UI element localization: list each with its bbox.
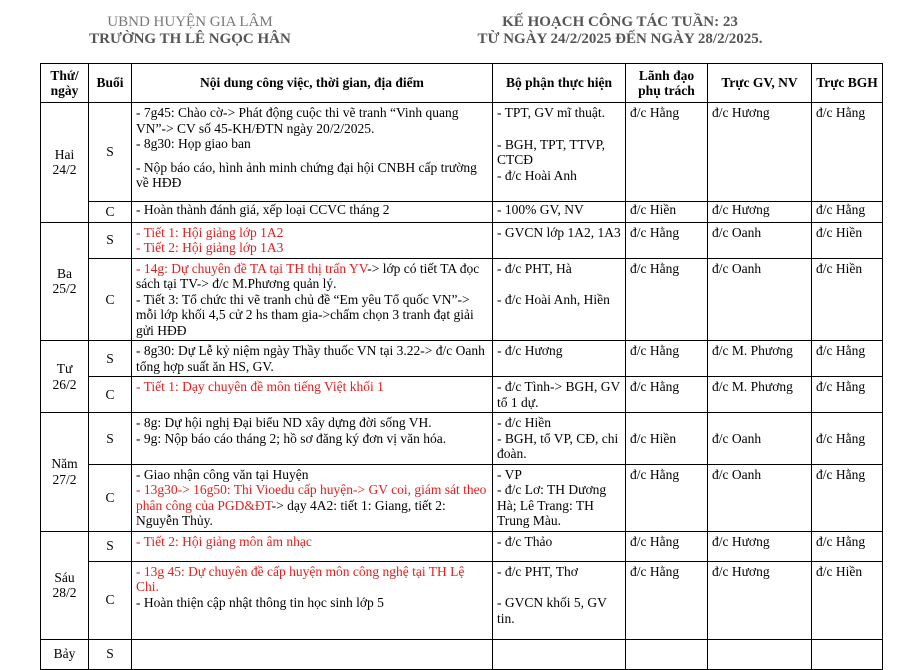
dept-cell: - đ/c Hiền - BGH, tổ VP, CĐ, chi đoàn. xyxy=(493,413,626,465)
table-header-row xyxy=(41,64,883,103)
leader-cell xyxy=(626,639,708,669)
bgh-cell: đ/c Hằng xyxy=(812,202,883,223)
content-cell: - Tiết 1: Dạy chuyên đề môn tiếng Việt khối 1 xyxy=(132,377,493,413)
dept-cell: - GVCN lớp 1A2, 1A3 xyxy=(493,222,626,258)
dept-cell: - đ/c PHT, Thơ - GVCN khối 5, GV tin. xyxy=(493,561,626,639)
content-cell: - Giao nhận công văn tại Huyện - 13g30-> 16g50: Thi Vioedu cấp huyện-> GV coi, giám sát theo phân công của PGD&ĐT-> dạy 4A2: tiết 1: Giang, tiết 2: Nguyễn Thủy. xyxy=(132,464,493,531)
staff-cell: đ/c Oanh xyxy=(708,413,812,465)
dept-cell: - VP - đ/c Lơ: TH Dương Hà; Lê Trang: TH Trung Màu. xyxy=(493,464,626,531)
staff-cell: đ/c M. Phương xyxy=(708,341,812,377)
table-row xyxy=(41,464,883,531)
col-header-bgh: Trực BGH xyxy=(812,64,883,103)
leader-cell: đ/c Hiền xyxy=(626,413,708,465)
col-header-dept: Bộ phận thực hiện xyxy=(493,64,626,103)
day-cell: Bảy xyxy=(41,639,89,669)
bgh-cell: đ/c Hiền xyxy=(812,258,883,341)
session-cell: S xyxy=(89,531,132,561)
bgh-cell: đ/c Hằng xyxy=(812,341,883,377)
staff-cell: đ/c Hương xyxy=(708,561,812,639)
session-cell: C xyxy=(89,202,132,223)
staff-cell: đ/c Oanh xyxy=(708,222,812,258)
col-header-leader: Lãnh đạo phụ trách xyxy=(626,64,708,103)
leader-cell: đ/c Hằng xyxy=(626,258,708,341)
table-row xyxy=(41,377,883,413)
plan-date-range: TỪ NGÀY 24/2/2025 ĐẾN NGÀY 28/2/2025. xyxy=(477,31,763,47)
table-row xyxy=(41,561,883,639)
plan-title: KẾ HOẠCH CÔNG TÁC TUẦN: 23 xyxy=(502,14,738,30)
table-row xyxy=(41,202,883,223)
leader-cell: đ/c Hằng xyxy=(626,103,708,202)
dept-cell: - đ/c PHT, Hà - đ/c Hoài Anh, Hiền xyxy=(493,258,626,341)
leader-cell: đ/c Hằng xyxy=(626,531,708,561)
dept-cell xyxy=(493,639,626,669)
session-cell: S xyxy=(89,222,132,258)
day-cell: Hai 24/2 xyxy=(41,103,89,223)
session-cell: S xyxy=(89,639,132,669)
content-cell: - 7g45: Chào cờ-> Phát động cuộc thi vẽ tranh “Vinh quang VN”-> CV số 45-KH/ĐTN ngày 20/2/2025. - 8g30: Họp giao ban - Nộp báo cáo, hình ảnh minh chứng đại hội CNBH cấp trường về HĐĐ xyxy=(132,103,493,202)
bgh-cell: đ/c Hiền xyxy=(812,222,883,258)
table-row xyxy=(41,413,883,465)
day-cell: Sáu 28/2 xyxy=(41,531,89,639)
session-cell: S xyxy=(89,341,132,377)
session-cell: S xyxy=(89,413,132,465)
table-row xyxy=(41,639,883,669)
bgh-cell: đ/c Hiền xyxy=(812,561,883,639)
weekly-schedule-table xyxy=(40,63,883,670)
dept-cell: - đ/c Tình-> BGH, GV tổ 1 dự. xyxy=(493,377,626,413)
bgh-cell: đ/c Hằng xyxy=(812,464,883,531)
session-cell: S xyxy=(89,103,132,202)
day-cell: Ba 25/2 xyxy=(41,222,89,341)
staff-cell: đ/c M. Phương xyxy=(708,377,812,413)
leader-cell: đ/c Hằng xyxy=(626,561,708,639)
col-header-day: Thứ/ ngày xyxy=(41,64,89,103)
content-cell xyxy=(132,639,493,669)
staff-cell: đ/c Hương xyxy=(708,202,812,223)
content-cell: - 13g 45: Dự chuyên đề cấp huyện môn công nghệ tại TH Lệ Chi. - Hoàn thiện cập nhật thông tin học sinh lớp 5 xyxy=(132,561,493,639)
table-row xyxy=(41,341,883,377)
content-cell: - 14g: Dự chuyên đề TA tại TH thị trấn YV-> lớp có tiết TA đọc sách tại TV-> đ/c M.Phương quản lý. - Tiết 3: Tổ chức thi vẽ tranh chủ đề “Em yêu Tổ quốc VN”-> mỗi lớp khối 4,5 cử 2 hs tham gia->chấm chọn 3 tranh đạt giải gửi HĐĐ xyxy=(132,258,493,341)
content-cell: - Hoàn thành đánh giá, xếp loại CCVC tháng 2 xyxy=(132,202,493,223)
content-cell: - Tiết 2: Hội giảng môn âm nhạc xyxy=(132,531,493,561)
staff-cell xyxy=(708,639,812,669)
leader-cell: đ/c Hiền xyxy=(626,202,708,223)
table-row xyxy=(41,103,883,202)
bgh-cell: đ/c Hằng xyxy=(812,531,883,561)
school-name: TRƯỜNG TH LÊ NGỌC HÂN xyxy=(89,31,291,47)
staff-cell: đ/c Oanh xyxy=(708,464,812,531)
district-name: UBND HUYỆN GIA LÂM xyxy=(107,14,273,30)
leader-cell: đ/c Hằng xyxy=(626,222,708,258)
content-cell: - 8g: Dự hội nghị Đại biểu ND xây dựng đời sống VH. - 9g: Nộp báo cáo tháng 2; hồ sơ đăng ký đơn vị văn hóa. xyxy=(132,413,493,465)
session-cell: C xyxy=(89,377,132,413)
dept-cell: - đ/c Thảo xyxy=(493,531,626,561)
bgh-cell: đ/c Hằng xyxy=(812,413,883,465)
session-cell: C xyxy=(89,561,132,639)
plan-header xyxy=(420,14,820,48)
day-cell: Năm 27/2 xyxy=(41,413,89,532)
day-cell: Tư 26/2 xyxy=(41,341,89,413)
bgh-cell: đ/c Hằng xyxy=(812,103,883,202)
bgh-cell xyxy=(812,639,883,669)
school-header xyxy=(40,14,340,48)
dept-cell: - TPT, GV mĩ thuật. - BGH, TPT, TTVP, CTCĐ - đ/c Hoài Anh xyxy=(493,103,626,202)
table-row xyxy=(41,222,883,258)
staff-cell: đ/c Hương xyxy=(708,531,812,561)
leader-cell: đ/c Hằng xyxy=(626,377,708,413)
bgh-cell: đ/c Hằng xyxy=(812,377,883,413)
dept-cell: - 100% GV, NV xyxy=(493,202,626,223)
leader-cell: đ/c Hằng xyxy=(626,341,708,377)
col-header-session: Buổi xyxy=(89,64,132,103)
content-cell: - Tiết 1: Hội giảng lớp 1A2 - Tiết 2: Hội giảng lớp 1A3 xyxy=(132,222,493,258)
dept-cell: - đ/c Hương xyxy=(493,341,626,377)
table-row xyxy=(41,258,883,341)
col-header-staff: Trực GV, NV xyxy=(708,64,812,103)
session-cell: C xyxy=(89,464,132,531)
session-cell: C xyxy=(89,258,132,341)
table-row xyxy=(41,531,883,561)
content-cell: - 8g30: Dự Lễ kỷ niệm ngày Thầy thuốc VN tại 3.22-> đ/c Oanh tổng hợp suất ăn HS, GV. xyxy=(132,341,493,377)
col-header-content: Nội dung công việc, thời gian, địa điểm xyxy=(132,64,493,103)
staff-cell: đ/c Hương xyxy=(708,103,812,202)
staff-cell: đ/c Oanh xyxy=(708,258,812,341)
leader-cell: đ/c Hằng xyxy=(626,464,708,531)
